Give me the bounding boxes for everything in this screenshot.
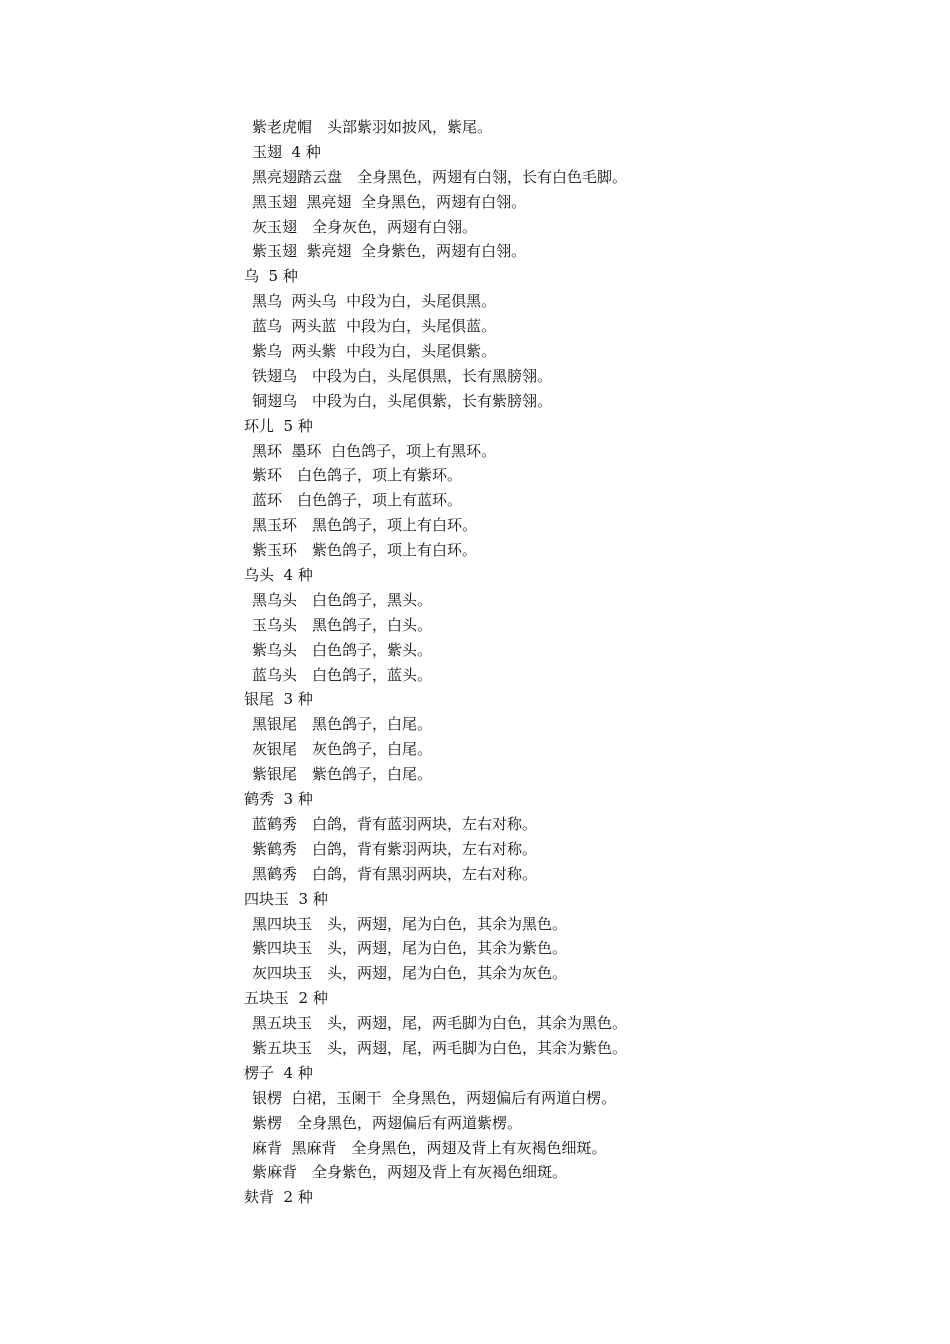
list-item: 蓝鹤秀 白鸽，背有蓝羽两块，左右对称。 xyxy=(252,814,538,833)
list-item: 黑玉翅 黑亮翅 全身黑色，两翅有白翎。 xyxy=(252,192,527,211)
list-item: 灰玉翅 全身灰色，两翅有白翎。 xyxy=(252,217,478,236)
list-item: 紫环 白色鸽子，项上有紫环。 xyxy=(252,466,463,485)
section-heading: 四块玉 3 种 xyxy=(244,889,328,908)
section-heading: 环儿 5 种 xyxy=(244,416,313,435)
section-heading: 乌头 4 种 xyxy=(244,566,313,585)
list-item: 紫乌头 白色鸽子，紫头。 xyxy=(252,640,433,659)
list-item: 黑五块玉 头，两翅，尾，两毛脚为白色，其余为黑色。 xyxy=(252,1014,628,1033)
list-item: 蓝环 白色鸽子，项上有蓝环。 xyxy=(252,491,463,510)
list-item: 黑乌头 白色鸽子，黑头。 xyxy=(252,590,433,609)
list-item: 紫乌 两头紫 中段为白，头尾俱紫。 xyxy=(252,342,497,361)
list-item: 黑环 墨环 白色鸽子，项上有黑环。 xyxy=(252,441,497,460)
section-heading: 银尾 3 种 xyxy=(244,690,313,709)
list-item: 蓝乌 两头蓝 中段为白，头尾俱蓝。 xyxy=(252,317,497,336)
list-item: 铁翅乌 中段为白，头尾俱黑，长有黑膀翎。 xyxy=(252,366,553,385)
text-body xyxy=(244,115,924,1210)
list-item: 灰银尾 灰色鸽子，白尾。 xyxy=(252,740,433,759)
list-item: 黑银尾 黑色鸽子，白尾。 xyxy=(252,715,433,734)
list-item: 紫四块玉 头，两翅，尾为白色，其余为紫色。 xyxy=(252,939,568,958)
list-item: 麻背 黑麻背 全身黑色，两翅及背上有灰褐色细斑。 xyxy=(252,1138,607,1157)
list-item: 紫麻背 全身紫色，两翅及背上有灰褐色细斑。 xyxy=(252,1163,568,1182)
list-item: 玉翅 4 种 xyxy=(252,142,321,161)
list-item: 紫玉环 紫色鸽子，项上有白环。 xyxy=(252,541,478,560)
list-item: 灰四块玉 头，两翅，尾为白色，其余为灰色。 xyxy=(252,964,568,983)
section-heading: 五块玉 2 种 xyxy=(244,989,328,1008)
list-item: 玉乌头 黑色鸽子，白头。 xyxy=(252,615,433,634)
list-item: 紫楞 全身黑色，两翅偏后有两道紫楞。 xyxy=(252,1113,523,1132)
list-item: 黑鹤秀 白鸽，背有黑羽两块，左右对称。 xyxy=(252,864,538,883)
list-item: 黑乌 两头乌 中段为白，头尾俱黑。 xyxy=(252,292,497,311)
list-item: 紫银尾 紫色鸽子，白尾。 xyxy=(252,765,433,784)
list-item: 紫鹤秀 白鸽，背有紫羽两块，左右对称。 xyxy=(252,839,538,858)
list-item: 黑四块玉 头，两翅，尾为白色，其余为黑色。 xyxy=(252,914,568,933)
list-item: 铜翅乌 中段为白，头尾俱紫，长有紫膀翎。 xyxy=(252,391,553,410)
list-item: 黑亮翅踏云盘 全身黑色，两翅有白翎，长有白色毛脚。 xyxy=(252,167,628,186)
list-item: 银楞 白裙，玉阑干 全身黑色，两翅偏后有两道白楞。 xyxy=(252,1088,617,1107)
list-item: 紫玉翅 紫亮翅 全身紫色，两翅有白翎。 xyxy=(252,242,527,261)
section-heading: 麸背 2 种 xyxy=(244,1188,313,1207)
list-item: 紫五块玉 头，两翅，尾，两毛脚为白色，其余为紫色。 xyxy=(252,1038,628,1057)
list-item: 黑玉环 黑色鸽子，项上有白环。 xyxy=(252,516,478,535)
section-heading: 鹤秀 3 种 xyxy=(244,790,313,809)
section-heading: 楞子 4 种 xyxy=(244,1063,313,1082)
list-item: 蓝乌头 白色鸽子，蓝头。 xyxy=(252,665,433,684)
list-item: 紫老虎帽 头部紫羽如披风，紫尾。 xyxy=(252,118,493,136)
section-heading: 乌 5 种 xyxy=(244,267,298,286)
